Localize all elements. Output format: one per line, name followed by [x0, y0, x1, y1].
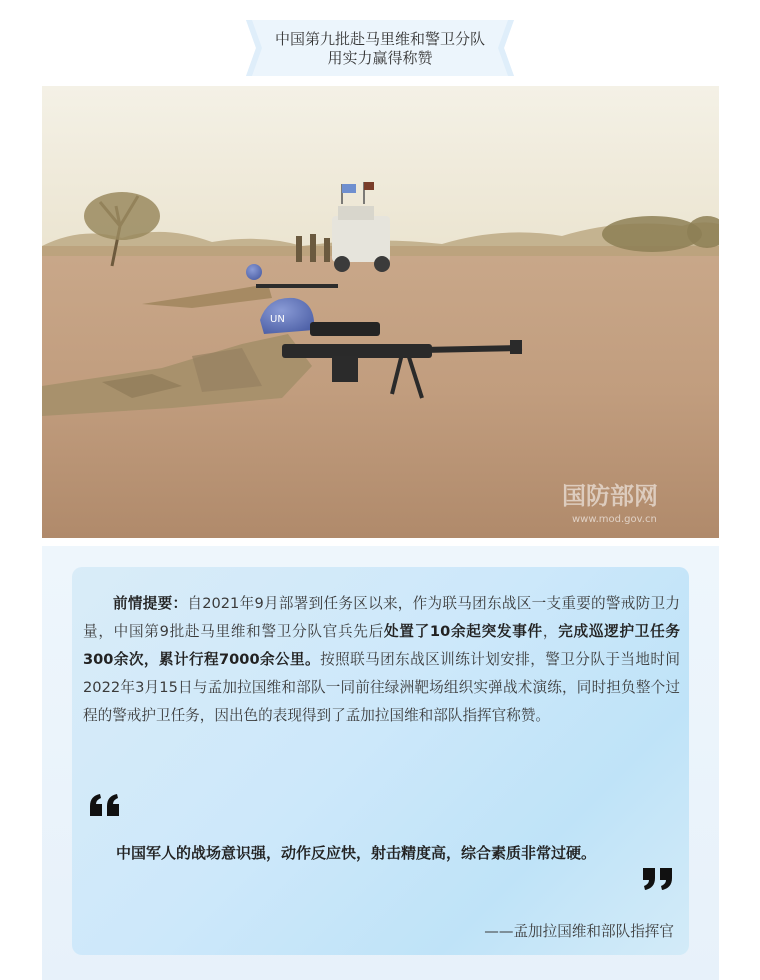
page-title: [232, 30, 528, 68]
intro-text-1: 自2021年9月部署到任务区以来，作为联马团东战区一支重要的警戒防卫力量，中国第9批赴马里维和警卫分队官兵先后: [83, 595, 680, 640]
close-quote-icon: [640, 866, 674, 892]
quote-attribution: ——孟加拉国维和部队指挥官: [484, 923, 674, 940]
training-scene-image: [42, 86, 719, 538]
intro-text-2: ，: [542, 623, 559, 640]
article-photo: [42, 86, 719, 538]
commander-quote: 中国军人的战场意识强，动作反应快，射击精度高，综合素质非常过硬。: [116, 844, 597, 862]
intro-bold-2: 完成巡逻护卫任务300余次，累计行程7000余公里。: [83, 623, 680, 668]
watermark-title: 国防部网: [562, 482, 658, 510]
intro-text-3: 按照联马团东战区训练计划安排，警卫分队于当地时间2022年3月15日与孟加拉国维和部队一同前往绿洲靶场组织实弹战术演练，同时担负整个过程的警戒护卫任务，因出色的表现得到了孟加拉国维和部队指挥官称赞。: [83, 651, 680, 724]
title-line-1: 中国第九批赴马里维和警卫分队: [274, 30, 485, 48]
helmet-un-label: UN: [270, 314, 285, 325]
watermark-url: www.mod.gov.cn: [572, 514, 657, 525]
intro-paragraph: [83, 590, 680, 730]
open-quote-icon: [88, 792, 122, 818]
intro-bold-1: 处置了10余起突发事件: [383, 623, 543, 640]
title-line-2: 用实力赢得称赞: [327, 49, 433, 67]
title-banner: [232, 20, 528, 76]
intro-label: 前情提要：: [113, 595, 188, 612]
